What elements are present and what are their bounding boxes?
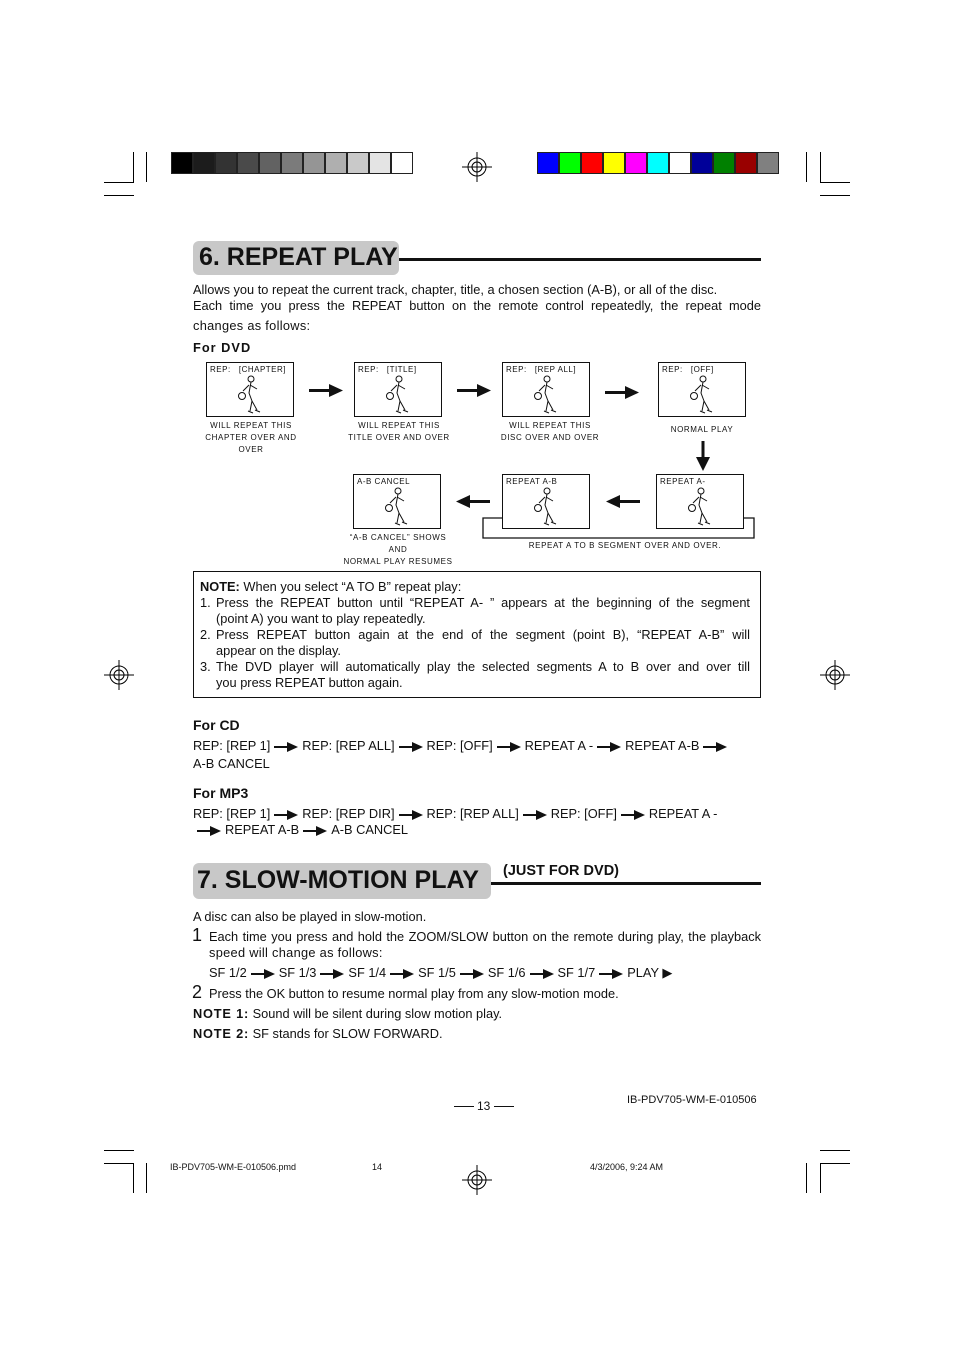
step-text: Press the OK button to resume normal play from any slow-motion mode. bbox=[209, 986, 619, 1001]
caption-line: WILL REPEAT THIS bbox=[509, 421, 591, 430]
sequence-step: SF 1/3 bbox=[278, 965, 317, 980]
note-lead-line bbox=[200, 579, 750, 595]
color-swatch bbox=[171, 152, 193, 174]
color-swatch bbox=[391, 152, 413, 174]
color-swatch bbox=[215, 152, 237, 174]
registration-mark-icon bbox=[104, 660, 134, 690]
screen-label: REPEAT A-B bbox=[506, 477, 558, 486]
cd-sequence bbox=[193, 738, 731, 753]
file-name: IB-PDV705-WM-E-010506.pmd bbox=[170, 1162, 297, 1172]
step-text bbox=[209, 929, 761, 961]
screen-label: A-B CANCEL bbox=[357, 477, 411, 486]
player-figure-icon bbox=[687, 375, 717, 417]
note-item-text bbox=[216, 627, 750, 659]
caption-line: TITLE OVER AND OVER bbox=[348, 433, 450, 442]
note-item-line: The DVD player will automatically play the selected segments A to B over and over till bbox=[216, 659, 750, 674]
mp3-sequence bbox=[193, 806, 717, 821]
crop-mark bbox=[133, 1163, 134, 1193]
color-swatch bbox=[281, 152, 303, 174]
sequence-step: REP: [REP ALL] bbox=[426, 806, 519, 821]
note-label: NOTE: bbox=[200, 579, 240, 594]
color-swatch bbox=[757, 152, 779, 174]
section-header bbox=[193, 863, 491, 899]
note-item-number: 2. bbox=[200, 627, 211, 642]
doc-code: IB-PDV705-WM-E-010506 bbox=[627, 1094, 757, 1106]
arrow-right-icon bbox=[621, 810, 645, 820]
crop-mark bbox=[104, 1163, 134, 1164]
color-swatch bbox=[347, 152, 369, 174]
arrow-right-icon bbox=[303, 826, 327, 836]
sequence-step: REP: [REP 1] bbox=[193, 738, 271, 753]
section-header bbox=[193, 241, 399, 275]
screen-caption bbox=[488, 420, 612, 444]
sequence-step: SF 1/6 bbox=[487, 965, 526, 980]
color-swatch bbox=[325, 152, 347, 174]
note-item-line: Press REPEAT button again at the end of the segment (point B), “REPEAT A-B” will bbox=[216, 627, 750, 642]
repeat-loop-bracket bbox=[482, 516, 758, 540]
page-number-rule bbox=[454, 1106, 474, 1107]
arrow-right-icon bbox=[530, 969, 554, 979]
player-figure-icon bbox=[531, 375, 561, 417]
intro-line: Each time you press the REPEAT button on the remote control repeatedly, the repeat mode bbox=[193, 298, 761, 313]
header-rule bbox=[491, 882, 761, 885]
page-number: 13 bbox=[477, 1099, 491, 1113]
color-swatch bbox=[713, 152, 735, 174]
for-cd-heading: For CD bbox=[193, 717, 240, 733]
arrow-right-icon bbox=[497, 742, 521, 752]
arrow-right-icon bbox=[605, 386, 639, 400]
color-swatch bbox=[259, 152, 281, 174]
crop-mark bbox=[104, 1150, 134, 1151]
crop-mark bbox=[146, 1163, 147, 1193]
sequence-step: SF 1/5 bbox=[418, 965, 456, 980]
caption-line: NORMAL PLAY bbox=[670, 425, 734, 434]
crop-mark bbox=[133, 152, 134, 182]
slow-intro: A disc can also be played in slow-motion. bbox=[193, 909, 427, 924]
arrow-right-icon bbox=[457, 384, 491, 398]
caption-line: DISC OVER AND OVER bbox=[500, 433, 600, 442]
intro-line: changes as follows: bbox=[193, 318, 311, 333]
sequence-step: REP: [REP ALL] bbox=[302, 738, 395, 753]
sheet-number: 14 bbox=[372, 1162, 383, 1172]
note-item-text bbox=[216, 659, 750, 691]
color-swatch bbox=[193, 152, 215, 174]
player-figure-icon bbox=[235, 375, 265, 417]
screen-caption bbox=[340, 420, 458, 444]
color-swatch bbox=[559, 152, 581, 174]
note-item-text bbox=[216, 595, 750, 627]
crop-mark bbox=[820, 1163, 821, 1193]
caption-line: “A-B CANCEL” SHOWS AND bbox=[349, 533, 447, 554]
caption-line: WILL REPEAT THIS bbox=[210, 421, 292, 430]
print-date: 4/3/2006, 9:24 AM bbox=[590, 1162, 664, 1172]
crop-mark bbox=[104, 195, 134, 196]
crop-mark bbox=[820, 152, 821, 182]
note-box bbox=[193, 571, 761, 698]
color-swatch bbox=[537, 152, 559, 174]
arrow-right-icon bbox=[309, 384, 343, 398]
sequence-step: REPEAT A - bbox=[524, 738, 594, 753]
arrow-right-icon bbox=[597, 742, 621, 752]
color-swatch bbox=[735, 152, 757, 174]
screen-label: REP: [TITLE] bbox=[358, 365, 417, 374]
crop-mark bbox=[146, 152, 147, 182]
note-item-line: Press the REPEAT button until “REPEAT A- ” appears at the beginning of the segment bbox=[216, 595, 750, 610]
screen-caption bbox=[650, 424, 754, 436]
color-swatch bbox=[691, 152, 713, 174]
screen-caption bbox=[340, 532, 456, 568]
note-item-line: you press REPEAT button again. bbox=[216, 675, 403, 690]
sequence-step: REP: [OFF] bbox=[550, 806, 617, 821]
crop-mark bbox=[820, 1150, 850, 1151]
intro-paragraph bbox=[193, 282, 763, 334]
display-screen-ab-cancel bbox=[353, 474, 441, 529]
step-number: 2 bbox=[192, 982, 203, 1002]
section-subtitle: (JUST FOR DVD) bbox=[503, 863, 619, 879]
step-line: Each time you press and hold the ZOOM/SLOW button on the remote during play, the playback bbox=[209, 929, 761, 944]
screen-label: REP: [OFF] bbox=[662, 365, 714, 374]
note-content bbox=[200, 579, 750, 691]
sequence-step: PLAY ▶ bbox=[627, 965, 673, 980]
color-swatch bbox=[669, 152, 691, 174]
note-item-line: (point A) you want to play repeatedly. bbox=[216, 611, 426, 626]
note-item-number: 3. bbox=[200, 659, 211, 674]
crop-mark bbox=[806, 1163, 807, 1193]
note-line bbox=[193, 1026, 443, 1042]
color-swatch bbox=[237, 152, 259, 174]
note-text: Sound will be silent during slow motion play. bbox=[249, 1006, 503, 1021]
cd-sequence-end: A-B CANCEL bbox=[193, 756, 270, 771]
color-swatch bbox=[625, 152, 647, 174]
arrow-right-icon bbox=[399, 742, 423, 752]
color-swatch bbox=[369, 152, 391, 174]
note-item-number: 1. bbox=[200, 595, 211, 610]
note-line bbox=[193, 1006, 502, 1022]
display-screen-title bbox=[354, 362, 442, 417]
display-screen-rep-all bbox=[502, 362, 590, 417]
arrow-right-icon bbox=[197, 826, 221, 836]
note-label: NOTE 1: bbox=[193, 1006, 250, 1021]
note-lead: When you select “A TO B” repeat play: bbox=[239, 579, 462, 594]
arrow-right-icon bbox=[599, 969, 623, 979]
player-figure-icon bbox=[383, 375, 413, 417]
note-item bbox=[200, 627, 750, 659]
arrow-right-icon bbox=[320, 969, 344, 979]
note-text: SF stands for SLOW FORWARD. bbox=[249, 1026, 443, 1041]
sequence-step: REPEAT A-B bbox=[625, 738, 700, 753]
arrow-right-icon bbox=[460, 969, 484, 979]
color-swatch bbox=[303, 152, 325, 174]
registration-mark-icon bbox=[820, 660, 850, 690]
sequence-step: SF 1/4 bbox=[348, 965, 387, 980]
screen-caption bbox=[490, 540, 760, 552]
registration-mark-icon bbox=[462, 152, 492, 182]
display-screen-chapter bbox=[206, 362, 294, 417]
step-line: speed will change as follows: bbox=[209, 945, 383, 960]
for-mp3-heading: For MP3 bbox=[193, 785, 249, 801]
note-item bbox=[200, 659, 750, 691]
arrow-right-icon bbox=[703, 742, 727, 752]
arrow-right-icon bbox=[251, 969, 275, 979]
section-title: 7. SLOW-MOTION PLAY bbox=[197, 866, 479, 894]
note-item-line: appear on the display. bbox=[216, 643, 341, 658]
caption-line: REPEAT A TO B SEGMENT OVER AND OVER. bbox=[528, 541, 722, 550]
arrow-left-icon bbox=[606, 495, 640, 509]
sequence-step: SF 1/2 bbox=[209, 965, 247, 980]
step-number: 1 bbox=[192, 925, 203, 945]
crop-mark bbox=[820, 195, 850, 196]
sequence-step: REP: [OFF] bbox=[426, 738, 493, 753]
section-title: 6. REPEAT PLAY bbox=[199, 243, 398, 271]
arrow-right-icon bbox=[274, 810, 298, 820]
caption-line: NORMAL PLAY RESUMES bbox=[343, 557, 453, 566]
color-swatch bbox=[581, 152, 603, 174]
sequence-step: SF 1/7 bbox=[557, 965, 596, 980]
color-swatch bbox=[647, 152, 669, 174]
caption-line: CHAPTER OVER AND OVER bbox=[205, 433, 297, 454]
header-rule bbox=[399, 258, 761, 261]
sequence-step: REP: [REP DIR] bbox=[302, 806, 395, 821]
arrow-right-icon bbox=[274, 742, 298, 752]
sequence-step: REPEAT A - bbox=[648, 806, 718, 821]
note-label: NOTE 2: bbox=[193, 1026, 250, 1041]
crop-mark bbox=[104, 182, 134, 183]
screen-label: REP: [CHAPTER] bbox=[210, 365, 287, 374]
intro-line: Allows you to repeat the current track, chapter, title, a chosen section (A-B), or all of the disc. bbox=[193, 282, 718, 297]
arrow-right-icon bbox=[390, 969, 414, 979]
display-screen-off bbox=[658, 362, 746, 417]
mp3-sequence-end bbox=[193, 822, 408, 837]
for-dvd-heading: For DVD bbox=[193, 340, 252, 355]
page-number-rule bbox=[494, 1106, 514, 1107]
arrow-right-icon bbox=[399, 810, 423, 820]
color-swatch bbox=[603, 152, 625, 174]
screen-label: REPEAT A- bbox=[660, 477, 706, 486]
screen-caption bbox=[192, 420, 310, 456]
arrow-right-icon bbox=[523, 810, 547, 820]
sequence-step: A-B CANCEL bbox=[331, 822, 409, 837]
sequence-step: REP: [REP 1] bbox=[193, 806, 271, 821]
crop-mark bbox=[820, 182, 850, 183]
screen-label: REP: [REP ALL] bbox=[506, 365, 577, 374]
player-figure-icon bbox=[382, 487, 412, 529]
sequence-step: REPEAT A-B bbox=[225, 822, 300, 837]
slow-speed-sequence bbox=[209, 965, 672, 981]
crop-mark bbox=[820, 1163, 850, 1164]
registration-mark-icon bbox=[462, 1165, 492, 1195]
arrow-left-icon bbox=[456, 495, 490, 509]
caption-line: WILL REPEAT THIS bbox=[358, 421, 440, 430]
crop-mark bbox=[806, 152, 807, 182]
arrow-down-icon bbox=[696, 441, 710, 471]
note-item bbox=[200, 595, 750, 627]
